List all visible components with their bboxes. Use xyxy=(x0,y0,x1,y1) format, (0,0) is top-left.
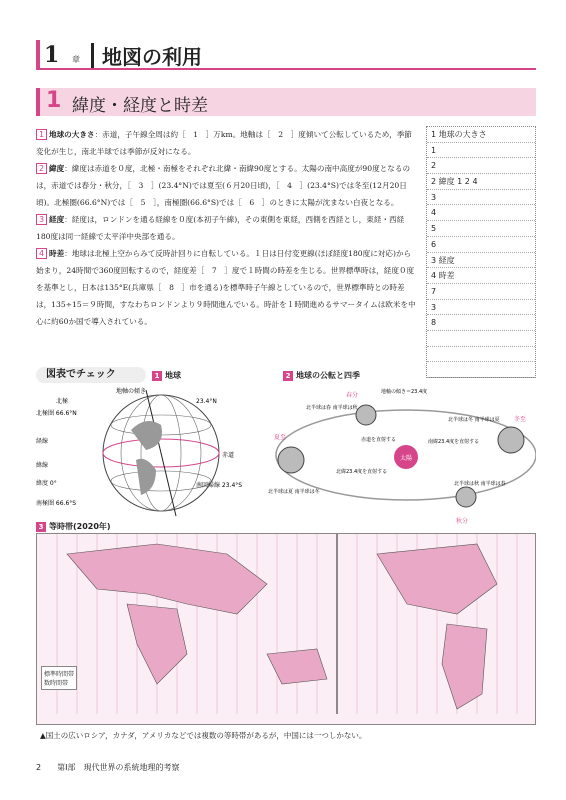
chapter-sho: 章 xyxy=(72,55,80,64)
paragraph-1 xyxy=(36,126,418,160)
sidebar-row xyxy=(427,362,535,378)
chapter-accent xyxy=(36,40,40,68)
globe-label: 地軸の傾き xyxy=(116,388,147,395)
globe-label: 赤道 xyxy=(222,452,235,459)
orbit-label: 赤道を直射する xyxy=(361,437,397,443)
figure-check-heading: 図表でチェック xyxy=(36,367,146,383)
section-number: 1 xyxy=(46,88,62,113)
legend-item: 数時間帯 xyxy=(44,680,69,687)
orbit-label: 北半球は秋 南半球は春 xyxy=(454,481,506,487)
para-head: 経度 xyxy=(49,215,65,224)
section-header xyxy=(36,88,536,116)
sidebar-row: 8 xyxy=(427,315,535,331)
sidebar-row: 2 xyxy=(427,158,535,174)
chapter-title: 地図の利用 xyxy=(102,45,202,69)
page-footer: 2 第Ⅰ部 現代世界の系統地理的考察 xyxy=(36,763,180,772)
globe-label: 南回帰線 23.4°S xyxy=(196,482,243,489)
chapter-number: 1 xyxy=(44,42,60,68)
orbit-label: 南緯23.4度を直射する xyxy=(428,439,480,445)
para-number: 2 xyxy=(36,163,47,174)
time-zone-map xyxy=(36,533,536,725)
sidebar-row: 3 xyxy=(427,190,535,206)
sidebar-row xyxy=(427,347,535,363)
map-legend xyxy=(41,666,77,690)
map-svg xyxy=(37,534,535,724)
para-number: 3 xyxy=(36,214,47,225)
para-head: 地球の大きさ xyxy=(49,130,95,139)
para-head: 緯度 xyxy=(49,164,65,173)
sun-label: 太陽 xyxy=(400,455,413,462)
season-autumn: 秋分 xyxy=(456,518,469,525)
answer-sidebar xyxy=(426,126,536,378)
globe-label: 23.4°N xyxy=(196,398,217,405)
fig2-label: 2 地球の公転と四季 xyxy=(283,370,360,381)
season-winter: 冬至 xyxy=(514,416,527,423)
orbit-label: 北緯23.4度を直射する xyxy=(336,469,388,475)
chapter-header xyxy=(36,40,536,70)
sidebar-row: 4 xyxy=(427,205,535,221)
section-title: 緯度・経度と時差 xyxy=(72,96,208,116)
sidebar-row: 3 xyxy=(427,300,535,316)
globe-diagram xyxy=(103,390,219,516)
sidebar-row: 4 時差 xyxy=(427,268,535,284)
globe-label: 北極圏 66.6°N xyxy=(36,410,77,417)
fig3-label: 3 等時帯(2020年) xyxy=(36,521,111,532)
orbit-label: 北半球は冬 南半球は夏 xyxy=(448,417,500,423)
globe-label: 北極 xyxy=(56,398,69,405)
orbit-label: 北半球は夏 南半球は冬 xyxy=(268,489,320,495)
sidebar-row: 1 xyxy=(427,143,535,159)
chapter-separator xyxy=(91,43,94,68)
fig1-label: 1 地球 xyxy=(152,370,181,381)
para-text: ：地球は北極上空からみて反時計回りに自転している。１日は日付変更線(ほぼ経度180度に対応)から始まり，24時間で360度回転するので，経度差［ 7 ］度で１時間の時差を生じる。世界標準時は，経度０度を基準とし，日本は135°E(兵庫県［ 8 ］市を通る)を標準時子午線としているので，世界標準時との時差は，135÷15＝９時間，すなわちロンドンより９時間進んでいる。時計を１時間進めるサマータイムは欧米を中心に約60か国で導入されている。 xyxy=(36,249,416,326)
sidebar-row xyxy=(427,331,535,347)
sidebar-row: 5 xyxy=(427,221,535,237)
sidebar-row: 7 xyxy=(427,284,535,300)
orbit-label: 北半球は春 南半球は秋 xyxy=(306,405,358,411)
globe-label: 経線 xyxy=(36,438,49,445)
map-caption: ▲国土の広いロシア，カナダ，アメリカなどでは複数の等時帯があるが，中国には一つしかない。 xyxy=(40,731,367,740)
sidebar-row: 6 xyxy=(427,237,535,253)
paragraph-4 xyxy=(36,245,418,330)
sidebar-row: 3 経度 xyxy=(427,253,535,269)
para-text: ：赤道，子午線全周は約［ 1 ］万km。地軸は［ 2 ］度傾いて公転しているため，季節変化が生じ，南北半球では季節が反対になる。 xyxy=(36,130,412,156)
figures-svg xyxy=(36,385,536,530)
paragraph-3 xyxy=(36,211,418,245)
season-summer: 夏至 xyxy=(274,434,287,441)
body-text xyxy=(36,126,418,330)
globe-label: 緯度 0° xyxy=(36,480,57,487)
globe-label: 緯線 xyxy=(36,462,49,469)
paragraph-2 xyxy=(36,160,418,211)
para-head: 時差 xyxy=(49,249,65,258)
para-number: 1 xyxy=(36,129,47,140)
para-text: ：緯度は赤道を０度，北極・南極をそれぞれ北緯・南緯90度とする。太陽の南中高度が90度となるのは，赤道では春分・秋分，［ 3 ］(23.4°N)では夏至(６月20日頃)，［ 4 ］(23.4°S)では冬至(12月20日頃)。北極圏(66.6°N)では［ 5 ］，南極圏(66.6°S)では［ 6 ］のときに太陽が沈まない白夜となる。 xyxy=(36,164,411,207)
sidebar-row: 1 地球の大きさ xyxy=(427,127,535,143)
globe-label: 南極圏 66.6°S xyxy=(36,500,77,507)
season-spring: 春分 xyxy=(346,392,359,399)
legend-item: 標準時間帯 xyxy=(44,671,75,678)
para-number: 4 xyxy=(36,248,47,259)
orbit-label: 地軸の傾き＝23.4度 xyxy=(381,389,428,395)
para-text: ：経度は，ロンドンを通る経線を０度(本初子午線)，その東側を東経，西側を西経とし，東経・西経180度は同一経線で太平洋中央部を通る。 xyxy=(36,215,405,241)
sidebar-row: 2 緯度 1 2 4 xyxy=(427,174,535,190)
